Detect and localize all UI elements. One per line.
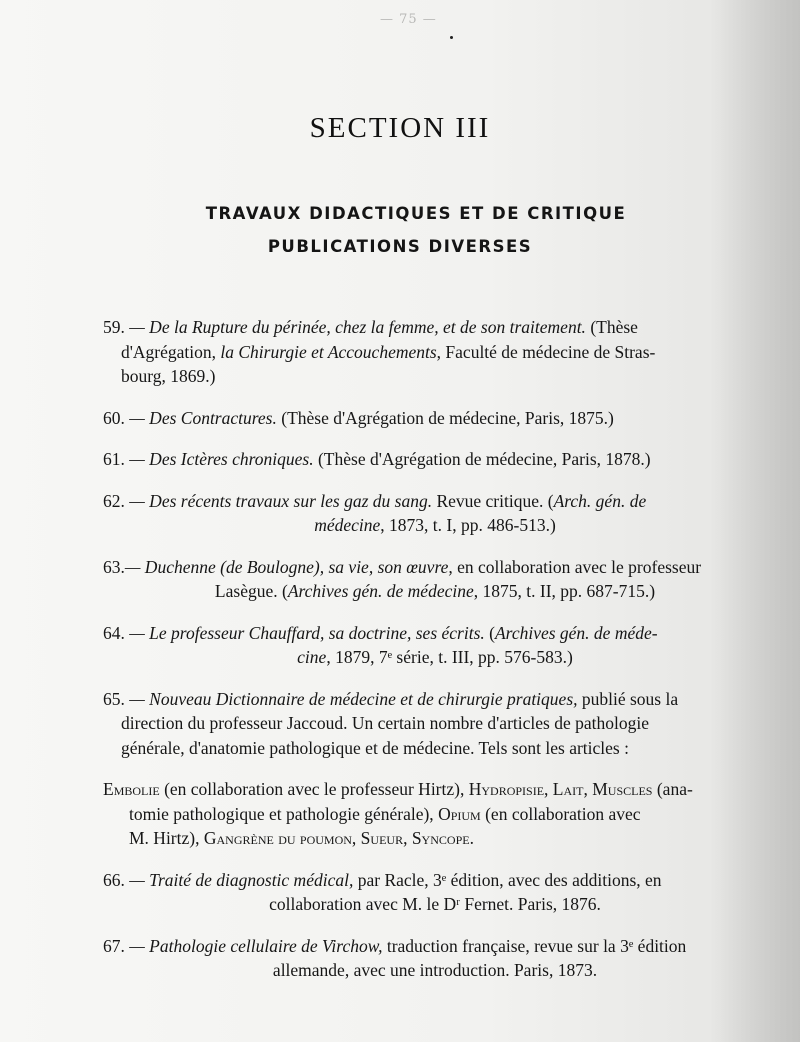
- entry-title: — Traité de diagnostic médical,: [129, 869, 354, 890]
- entry-number: 60.: [103, 407, 125, 428]
- entry-59: 59. — De la Rupture du périnée, chez la femme, et de son traitement. (Thèse d'Agrégation, la Chirurgie et Accouchements, Faculté de médecine de Stras- bourg, 1869.): [103, 317, 656, 386]
- entry-66: 66. — Traité de diagnostic médical, par Racle, 3ᵉ édition, avec des additions, en collaboration avec M. le Dʳ Fernet. Paris, 1876.: [103, 869, 662, 914]
- entry-number: 59.: [103, 317, 125, 337]
- entry-60: 60. — Des Contractures. (Thèse d'Agrégation de médecine, Paris, 1875.): [103, 407, 614, 428]
- entry-title: — Des récents travaux sur les gaz du sang.: [129, 490, 433, 511]
- entry-number: 63.: [103, 556, 125, 577]
- page-number: — 75 —: [380, 12, 437, 27]
- entry-title: — Des Ictères chroniques.: [129, 449, 314, 469]
- entry-number: 62.: [103, 490, 125, 511]
- entry-number: 65.: [103, 688, 125, 709]
- subtitle-didactic: TRAVAUX DIDACTIQUES ET DE CRITIQUE: [205, 204, 627, 223]
- entry-title: — Le professeur Chauffard, sa doctrine, ses écrits.: [129, 622, 485, 643]
- entry-number: 61.: [103, 449, 125, 469]
- entry-title: — Des Contractures.: [129, 407, 277, 428]
- entry-64: 64. — Le professeur Chauffard, sa doctrine, ses écrits. (Archives gén. de méde- cine, 1879, 7ᵉ série, t. III, pp. 576-583.): [103, 622, 658, 667]
- entry-number: 64.: [103, 622, 125, 643]
- entry-65-articles: Embolie (en collaboration avec le professeur Hirtz), Hydropisie, Lait, Muscles (ana- tomie pathologique et pathologie générale), Opium (en collaboration avec M. Hirtz), Gangrène du poumon, Sueur, Syncope.: [103, 779, 693, 848]
- entry-title: — Nouveau Dictionnaire de médecine et de chirurgie pratiques,: [129, 688, 578, 709]
- entry-number: 67.: [103, 935, 125, 956]
- subtitle-publications: PUBLICATIONS DIVERSES: [267, 237, 533, 256]
- entry-title: — Duchenne (de Boulogne), sa vie, son œuvre,: [124, 556, 453, 577]
- ink-mark: [450, 36, 453, 39]
- entries-list: [103, 315, 737, 983]
- entry-65: 65. — Nouveau Dictionnaire de médecine et de chirurgie pratiques, publié sous la direction du professeur Jaccoud. Un certain nombre d'articles de pathologie générale, d'anatomie pathologique et de médecine. Tels sont les articles :: [103, 688, 679, 758]
- entry-title: — De la Rupture du périnée, chez la femme, et de son traitement.: [129, 317, 586, 337]
- entry-number: 66.: [103, 869, 125, 890]
- entry-61: 61. — Des Ictères chroniques. (Thèse d'Agrégation de médecine, Paris, 1878.): [103, 449, 651, 469]
- entry-62: 62. — Des récents travaux sur les gaz du sang. Revue critique. (Arch. gén. de médecine, 1873, t. I, pp. 486-513.): [103, 490, 647, 535]
- entry-63: 63.— Duchenne (de Boulogne), sa vie, son œuvre, en collaboration avec le professeur Lasègue. (Archives gén. de médecine, 1875, t. II, pp. 687-715.): [103, 556, 702, 601]
- section-title: SECTION III: [309, 112, 491, 144]
- entry-title: — Pathologie cellulaire de Virchow,: [129, 935, 383, 956]
- entry-67: 67. — Pathologie cellulaire de Virchow, traduction française, revue sur la 3ᵉ édition allemande, avec une introduction. Paris, 1873.: [103, 935, 687, 980]
